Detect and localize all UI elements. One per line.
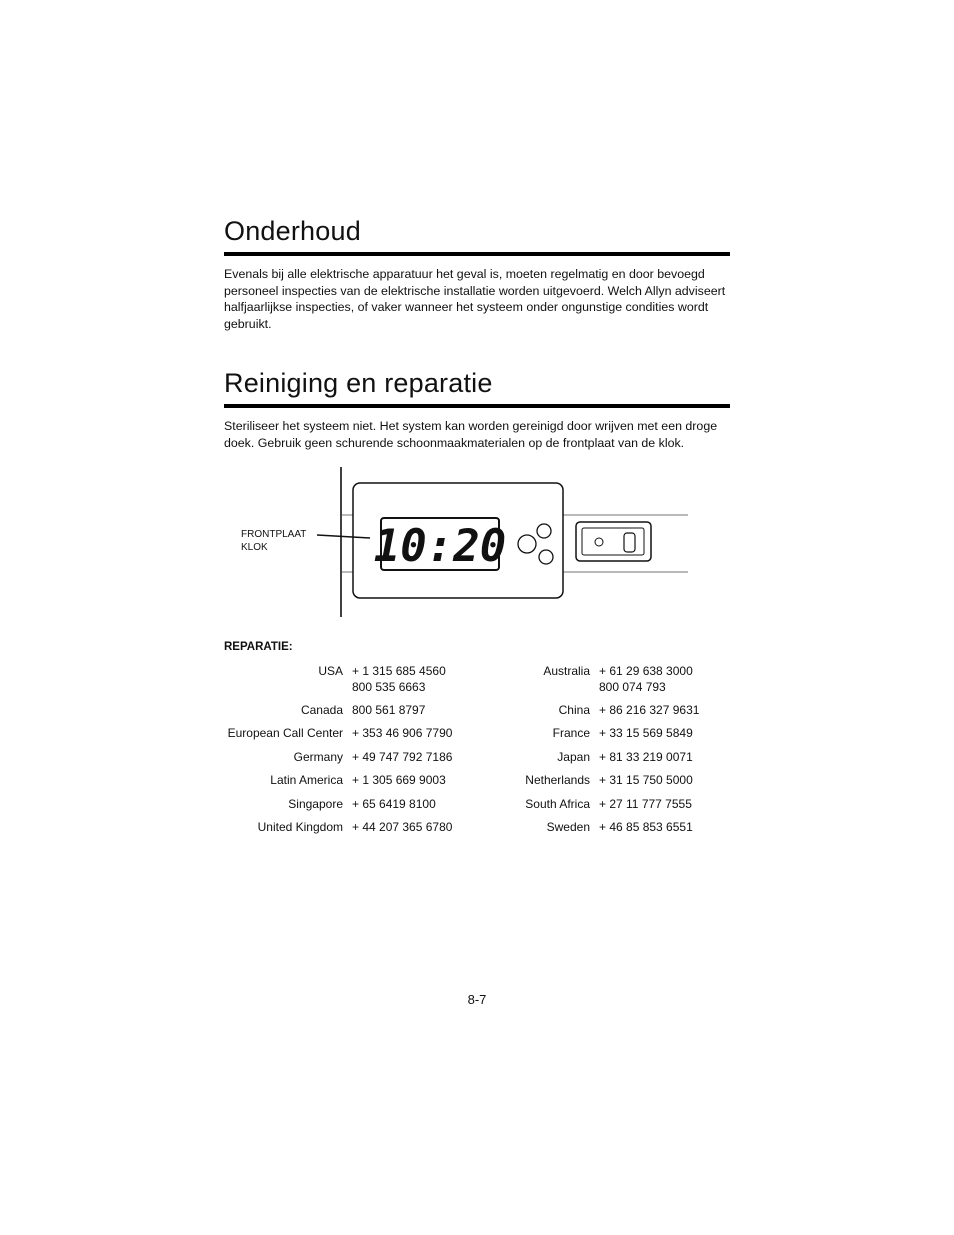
clock-button-circle <box>539 550 553 564</box>
contact-phone-number: + 65 6419 8100 <box>352 797 436 811</box>
contact-phone-number: + 27 11 777 7555 <box>599 797 692 811</box>
clock-time: 10:20 <box>373 521 507 572</box>
contact-country: France <box>552 726 590 740</box>
contact-phone-number: + 1 315 685 4560 <box>352 664 446 678</box>
switch-toggle <box>624 533 635 552</box>
contact-phone-number: + 46 85 853 6551 <box>599 820 693 834</box>
repair-heading: REPARATIE: <box>224 641 293 653</box>
contact-country: Singapore <box>288 797 343 811</box>
page-number: 8-7 <box>467 992 487 1007</box>
contact-phone-number: + 44 207 365 6780 <box>352 820 453 834</box>
contact-phone-number: + 49 747 792 7186 <box>352 750 453 764</box>
section-rule <box>224 404 730 408</box>
contact-phone-number: + 33 15 569 5849 <box>599 726 693 740</box>
contact-country: Germany <box>293 750 343 764</box>
contact-country: China <box>558 703 590 717</box>
clock-button-circle <box>537 524 551 538</box>
contact-phone-number: + 61 29 638 3000 <box>599 664 693 678</box>
contact-country: United Kingdom <box>257 820 343 834</box>
contact-country: Canada <box>300 703 343 717</box>
contact-phone-number: 800 561 8797 <box>352 703 426 717</box>
repair-contacts-right <box>470 663 730 843</box>
contact-country: Netherlands <box>525 773 590 787</box>
contact-country: European Call Center <box>227 726 343 740</box>
contact-phone-number: + 31 15 750 5000 <box>599 773 693 787</box>
contact-phone-number: + 81 33 219 0071 <box>599 750 693 764</box>
contact-country: Sweden <box>546 820 590 834</box>
contact-phone-number: + 353 46 906 7790 <box>352 726 453 740</box>
contact-phone-number: 800 074 793 <box>599 680 666 694</box>
switch-indicator-circle <box>595 538 603 546</box>
section-title-reiniging: Reiniging en reparatie <box>224 368 493 398</box>
clock-front-panel-diagram <box>230 465 700 625</box>
section-body-reiniging: Steriliseer het systeem niet. Het system kan worden gereinigd door wrijven met een droge doek. Gebruik geen schurende schoonmaakmaterialen op de frontplaat van de klok. <box>224 419 718 450</box>
contact-country: Australia <box>543 664 590 678</box>
section-rule <box>224 252 730 256</box>
contact-country: Japan <box>557 750 590 764</box>
section-title-onderhoud: Onderhoud <box>224 216 361 246</box>
contact-country: Latin America <box>270 773 343 787</box>
clock-button-circle <box>518 535 536 553</box>
contact-country: USA <box>318 664 343 678</box>
section-body-onderhoud: Evenals bij alle elektrische apparatuur het geval is, moeten regelmatig en door bevoegd personeel inspecties van de elektrische installatie worden uitgevoerd. Welch Allyn adviseert halfjaarlijkse inspecties, of vaker wanneer het systeem onder ongunstige condities wordt gebruikt. <box>224 267 726 331</box>
callout-label-line1: FRONTPLAAT <box>241 529 307 540</box>
repair-contacts-left <box>224 663 474 843</box>
callout-label-line2: KLOK <box>241 542 268 553</box>
contact-phone-number: + 86 216 327 9631 <box>599 703 700 717</box>
contact-phone-number: 800 535 6663 <box>352 680 426 694</box>
contact-country: South Africa <box>525 797 590 811</box>
contact-phone-number: + 1 305 669 9003 <box>352 773 446 787</box>
